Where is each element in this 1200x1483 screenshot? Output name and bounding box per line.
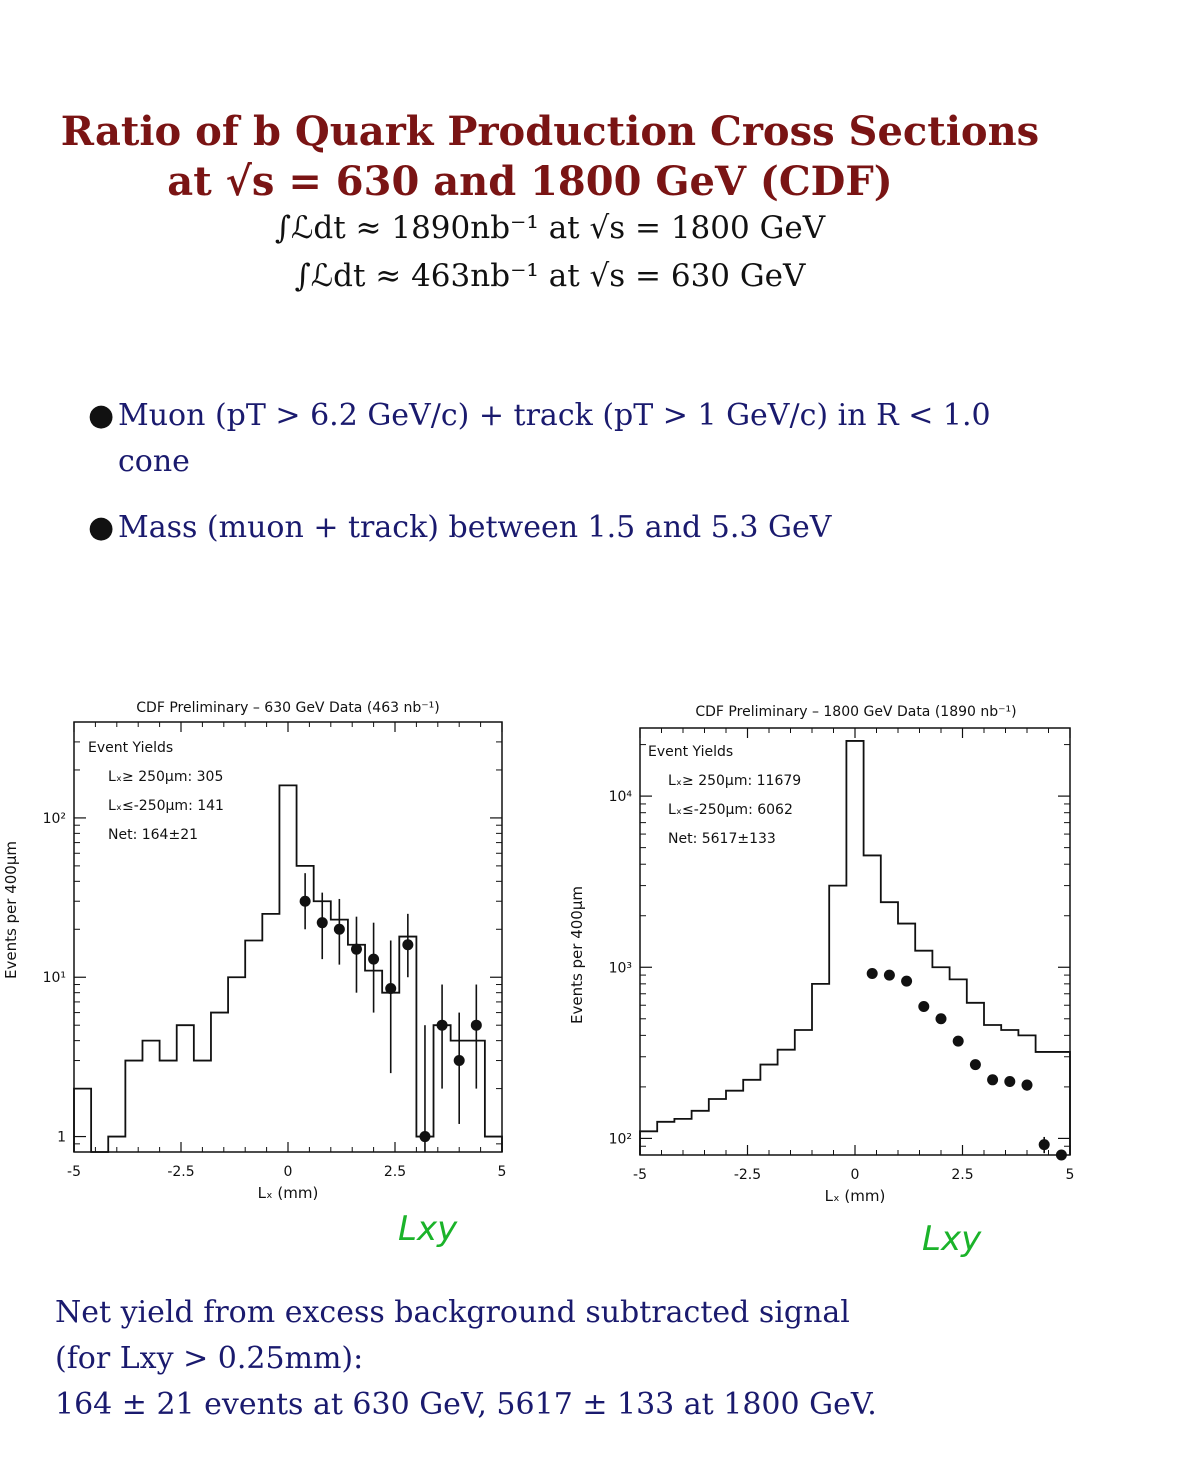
bullet-text: Mass (muon + track) between 1.5 and 5.3 GeV [118, 510, 832, 545]
x-tick-label: 2.5 [383, 1164, 407, 1180]
data-point [471, 1020, 482, 1031]
footer-line-1: Net yield from excess background subtracted signal [55, 1295, 850, 1330]
data-point [987, 1074, 998, 1085]
data-point [317, 917, 328, 928]
data-point [901, 976, 912, 987]
event-yield-annotation: Lₓ≥ 250μm: 11679 [668, 773, 802, 789]
x-tick-label: -5 [633, 1167, 647, 1183]
data-point [953, 1036, 964, 1047]
x-tick-label: 5 [497, 1164, 507, 1180]
bullet-icon: ● [88, 510, 115, 545]
y-axis-label: Events per 400μm [568, 885, 586, 1025]
data-point [454, 1055, 465, 1066]
y-tick-label: 1 [57, 1129, 66, 1146]
footer-line-2: (for Lxy > 0.25mm): [55, 1341, 364, 1376]
y-tick-label: 10⁴ [608, 789, 632, 806]
x-axis-label: Lₓ (mm) [257, 1184, 319, 1202]
x-tick-label: -5 [67, 1164, 81, 1180]
x-tick-label: 0 [850, 1167, 860, 1183]
plot-frame [74, 722, 502, 1152]
luminosity-1800: ∫ℒdt ≈ 1890nb⁻¹ at √s = 1800 GeV [274, 210, 826, 246]
data-point [1004, 1076, 1015, 1087]
data-point [419, 1131, 430, 1142]
event-yield-annotation: Event Yields [648, 744, 734, 760]
data-point [437, 1020, 448, 1031]
bullet-text: Muon (pT > 6.2 GeV/c) + track (pT > 1 GeV/c) in R < 1.0 cone [118, 398, 991, 479]
y-tick-label: 10¹ [42, 970, 66, 987]
data-point [1022, 1080, 1033, 1091]
y-tick-label: 10³ [608, 960, 632, 977]
event-yield-annotation: Lₓ≤-250μm: 6062 [668, 802, 793, 818]
data-point [1039, 1139, 1050, 1150]
data-point [867, 968, 878, 979]
event-yield-annotation: Event Yields [88, 740, 174, 756]
handwritten-label-right: Lxy [922, 1219, 982, 1259]
handwritten-label-left: Lxy [398, 1209, 458, 1249]
event-yield-annotation: Net: 164±21 [108, 827, 199, 843]
data-point [936, 1013, 947, 1024]
plot-630-gev [2, 700, 506, 1202]
page-title: Ratio of b Quark Production Cross Sections [60, 108, 1040, 155]
data-point [1056, 1150, 1067, 1161]
data-point [334, 924, 345, 935]
plot-title: CDF Preliminary – 630 GeV Data (463 nb⁻¹) [136, 700, 440, 716]
event-yield-annotation: Lₓ≤-250μm: 141 [108, 798, 224, 814]
data-point [884, 970, 895, 981]
x-tick-label: -2.5 [167, 1164, 195, 1180]
x-tick-label: -2.5 [733, 1167, 762, 1183]
plot-title: CDF Preliminary – 1800 GeV Data (1890 nb⁻¹) [695, 704, 1017, 720]
event-yield-annotation: Lₓ≥ 250μm: 305 [108, 769, 224, 785]
y-tick-label: 10² [42, 810, 66, 827]
y-axis-label: Events per 400μm [2, 840, 20, 980]
plot-frame [640, 728, 1070, 1155]
x-tick-label: 2.5 [951, 1167, 974, 1183]
data-point [368, 954, 379, 965]
luminosity-630: ∫ℒdt ≈ 463nb⁻¹ at √s = 630 GeV [294, 258, 806, 294]
x-axis-label: Lₓ (mm) [824, 1187, 886, 1205]
footer-line-3: 164 ± 21 events at 630 GeV, 5617 ± 133 at 1800 GeV. [55, 1387, 877, 1422]
bullet-icon: ● [88, 398, 115, 433]
page-subtitle: at √s = 630 and 1800 GeV (CDF) [167, 158, 893, 205]
data-point [385, 983, 396, 994]
y-tick-label: 10² [608, 1131, 632, 1148]
x-tick-label: 5 [1065, 1167, 1075, 1183]
event-yield-annotation: Net: 5617±133 [668, 831, 776, 847]
x-tick-label: 0 [283, 1164, 293, 1180]
data-point [970, 1059, 981, 1070]
data-point [351, 944, 362, 955]
data-point [918, 1001, 929, 1012]
data-point [300, 896, 311, 907]
plot-1800-gev [568, 704, 1074, 1205]
data-point [402, 939, 413, 950]
